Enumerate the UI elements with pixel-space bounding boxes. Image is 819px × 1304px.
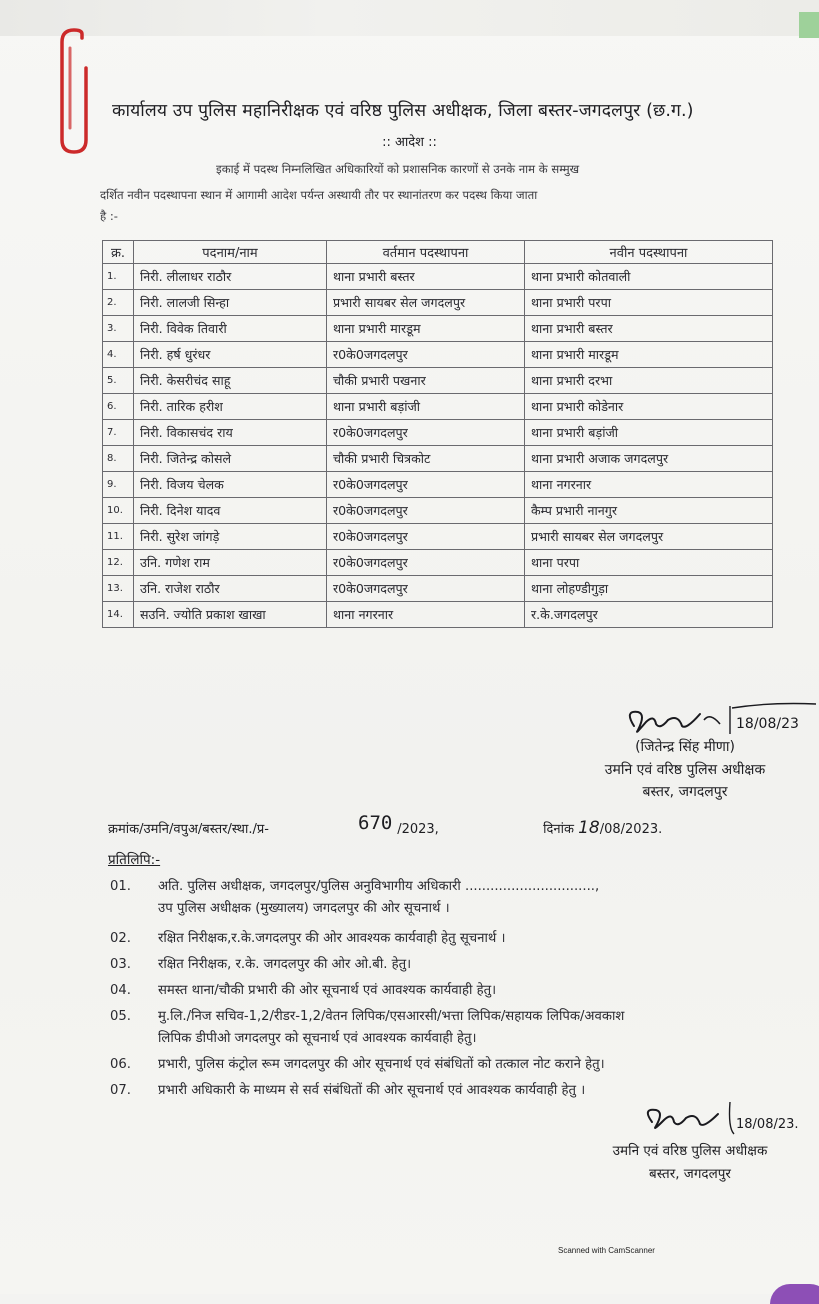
signatory-designation: उमनि एवं वरिष्ठ पुलिस अधीक्षक	[604, 761, 766, 778]
table-row	[103, 498, 773, 524]
scanner-watermark: Scanned with CamScanner	[558, 1246, 655, 1255]
signatory-place: बस्तर, जगदलपुर	[649, 1165, 731, 1182]
table-row	[103, 368, 773, 394]
name-cell: निरी. विकासचंद राय	[134, 420, 327, 446]
serial-cell: 6.	[103, 394, 134, 420]
reference-date-day: 18	[578, 818, 600, 838]
copy-item: 02. रक्षित निरीक्षक,र.के.जगदलपुर की ओर आवश्यक कार्यवाही हेतु सूचनार्थ ।	[110, 931, 506, 946]
table-row	[103, 394, 773, 420]
copy-item: 06. प्रभारी, पुलिस कंट्रोल रूम जगदलपुर की ओर सूचनार्थ एवं संबंधितों को तत्काल नोट कराने हेतु।	[110, 1057, 605, 1072]
current-posting-cell: थाना प्रभारी मारडूम	[327, 316, 525, 342]
table-row	[103, 576, 773, 602]
header-name: पदनाम/नाम	[134, 241, 327, 264]
corner-accent	[770, 1284, 819, 1304]
table-row	[103, 420, 773, 446]
reference-number: 670	[358, 812, 393, 834]
scan-top-strip	[0, 0, 819, 36]
serial-cell: 4.	[103, 342, 134, 368]
name-cell: निरी. दिनेश यादव	[134, 498, 327, 524]
new-posting-cell: थाना प्रभारी बस्तर	[525, 316, 773, 342]
office-heading: कार्यालय उप पुलिस महानिरीक्षक एवं वरिष्ठ पुलिस अधीक्षक, जिला बस्तर-जगदलपुर (छ.ग.)	[112, 101, 694, 121]
table-row	[103, 472, 773, 498]
signature-mark	[620, 700, 819, 740]
name-cell: निरी. केसरीचंद साहू	[134, 368, 327, 394]
copy-item: 07. प्रभारी अधिकारी के माध्यम से सर्व संबंधितों की ओर सूचनार्थ एवं आवश्यक कार्यवाही हेतु ।	[110, 1083, 586, 1098]
serial-cell: 8.	[103, 446, 134, 472]
table-header-row	[103, 241, 773, 264]
serial-cell: 14.	[103, 602, 134, 628]
copy-heading: प्रतिलिपि:-	[108, 852, 161, 868]
name-cell: सउनि. ज्योति प्रकाश खाखा	[134, 602, 327, 628]
name-cell: निरी. विवेक तिवारी	[134, 316, 327, 342]
intro-line-1: इकाई में पदस्थ निम्नलिखित अधिकारियों को प्रशासनिक कारणों से उनके नाम के सम्मुख	[216, 162, 580, 176]
new-posting-cell: थाना प्रभारी परपा	[525, 290, 773, 316]
current-posting-cell: र0के0जगदलपुर	[327, 420, 525, 446]
name-cell: उनि. गणेश राम	[134, 550, 327, 576]
svg-text:18/08/23.: 18/08/23.	[736, 1117, 799, 1132]
copy-item-continued: लिपिक डीपीओ जगदलपुर को सूचनार्थ एवं आवश्यक कार्यवाही हेतु।	[158, 1031, 477, 1046]
reference-date-label: दिनांक	[543, 822, 574, 837]
new-posting-cell: थाना प्रभारी अजाक जगदलपुर	[525, 446, 773, 472]
serial-cell: 7.	[103, 420, 134, 446]
reference-line	[108, 818, 808, 838]
name-cell: निरी. विजय चेलक	[134, 472, 327, 498]
header-serial: क्र.	[103, 241, 134, 264]
signatory-designation: उमनि एवं वरिष्ठ पुलिस अधीक्षक	[612, 1143, 768, 1159]
current-posting-cell: र0के0जगदलपुर	[327, 550, 525, 576]
intro-line-2: दर्शित नवीन पदस्थापना स्थान में आगामी आदेश पर्यन्त अस्थायी तौर पर स्थानांतरण कर पदस्थ किया जाता	[100, 188, 538, 202]
current-posting-cell: चौकी प्रभारी चित्रकोट	[327, 446, 525, 472]
serial-cell: 5.	[103, 368, 134, 394]
name-cell: निरी. तारिक हरीश	[134, 394, 327, 420]
table-row	[103, 550, 773, 576]
name-cell: निरी. सुरेश जांगड़े	[134, 524, 327, 550]
current-posting-cell: चौकी प्रभारी पखनार	[327, 368, 525, 394]
current-posting-cell: र0के0जगदलपुर	[327, 498, 525, 524]
serial-cell: 9.	[103, 472, 134, 498]
copy-item: 05. मु.लि./निज सचिव-1,2/रीडर-1,2/वेतन लिपिक/एसआरसी/भत्ता लिपिक/सहायक लिपिक/अवकाश	[110, 1009, 625, 1024]
current-posting-cell: थाना प्रभारी बस्तर	[327, 264, 525, 290]
current-posting-cell: प्रभारी सायबर सेल जगदलपुर	[327, 290, 525, 316]
serial-cell: 11.	[103, 524, 134, 550]
current-posting-cell: र0के0जगदलपुर	[327, 472, 525, 498]
copy-item: 01. अति. पुलिस अधीक्षक, जगदलपुर/पुलिस अनुविभागीय अधिकारी ...............................,	[110, 879, 600, 894]
serial-cell: 2.	[103, 290, 134, 316]
copy-item: 04. समस्त थाना/चौकी प्रभारी की ओर सूचनार्थ एवं आवश्यक कार्यवाही हेतु।	[110, 983, 497, 998]
serial-cell: 13.	[103, 576, 134, 602]
scan-green-tab	[799, 12, 819, 38]
new-posting-cell: थाना प्रभारी कोडेनार	[525, 394, 773, 420]
name-cell: निरी. जितेन्द्र कोसले	[134, 446, 327, 472]
table-row	[103, 602, 773, 628]
new-posting-cell: थाना प्रभारी बड़ांजी	[525, 420, 773, 446]
name-cell: निरी. हर्ष धुरंधर	[134, 342, 327, 368]
table-row	[103, 264, 773, 290]
new-posting-cell: थाना नगरनार	[525, 472, 773, 498]
order-title: :: आदेश ::	[382, 135, 437, 150]
serial-cell: 3.	[103, 316, 134, 342]
new-posting-cell: र.के.जगदलपुर	[525, 602, 773, 628]
signatory-block	[560, 736, 810, 804]
signatory-name: (जितेन्द्र सिंह मीणा)	[635, 739, 735, 755]
table-row	[103, 524, 773, 550]
table-row	[103, 446, 773, 472]
table-row	[103, 342, 773, 368]
current-posting-cell: र0के0जगदलपुर	[327, 342, 525, 368]
svg-text:18/08/23: 18/08/23	[736, 716, 799, 732]
current-posting-cell: र0के0जगदलपुर	[327, 524, 525, 550]
header-current-posting: वर्तमान पदस्थापना	[327, 241, 525, 264]
order-intro	[100, 156, 780, 224]
new-posting-cell: थाना प्रभारी मारडूम	[525, 342, 773, 368]
table-row	[103, 316, 773, 342]
signatory-block	[580, 1140, 800, 1185]
new-posting-cell: थाना परपा	[525, 550, 773, 576]
new-posting-cell: थाना लोहण्डीगुड़ा	[525, 576, 773, 602]
serial-cell: 12.	[103, 550, 134, 576]
reference-prefix: क्रमांक/उमनि/वपुअ/बस्तर/स्था./प्र-	[108, 822, 269, 837]
new-posting-cell: प्रभारी सायबर सेल जगदलपुर	[525, 524, 773, 550]
name-cell: निरी. लीलाधर राठौर	[134, 264, 327, 290]
copy-item: 03. रक्षित निरीक्षक, र.के. जगदलपुर की ओर ओ.बी. हेतु।	[110, 957, 412, 972]
intro-line-3: है :-	[100, 209, 118, 223]
transfer-table	[102, 240, 773, 628]
signature-mark	[640, 1098, 815, 1138]
header-new-posting: नवीन पदस्थापना	[525, 241, 773, 264]
new-posting-cell: थाना प्रभारी दरभा	[525, 368, 773, 394]
new-posting-cell: थाना प्रभारी कोतवाली	[525, 264, 773, 290]
name-cell: उनि. राजेश राठौर	[134, 576, 327, 602]
serial-cell: 1.	[103, 264, 134, 290]
current-posting-cell: र0के0जगदलपुर	[327, 576, 525, 602]
current-posting-cell: थाना प्रभारी बड़ांजी	[327, 394, 525, 420]
table-row	[103, 290, 773, 316]
signatory-place: बस्तर, जगदलपुर	[642, 784, 728, 800]
copy-item-continued: उप पुलिस अधीक्षक (मुख्यालय) जगदलपुर की ओर सूचनार्थ ।	[158, 901, 450, 916]
serial-cell: 10.	[103, 498, 134, 524]
current-posting-cell: थाना नगरनार	[327, 602, 525, 628]
reference-year: /2023,	[397, 822, 439, 837]
reference-date-rest: /08/2023.	[599, 822, 663, 837]
new-posting-cell: कैम्प प्रभारी नानगुर	[525, 498, 773, 524]
name-cell: निरी. लालजी सिन्हा	[134, 290, 327, 316]
